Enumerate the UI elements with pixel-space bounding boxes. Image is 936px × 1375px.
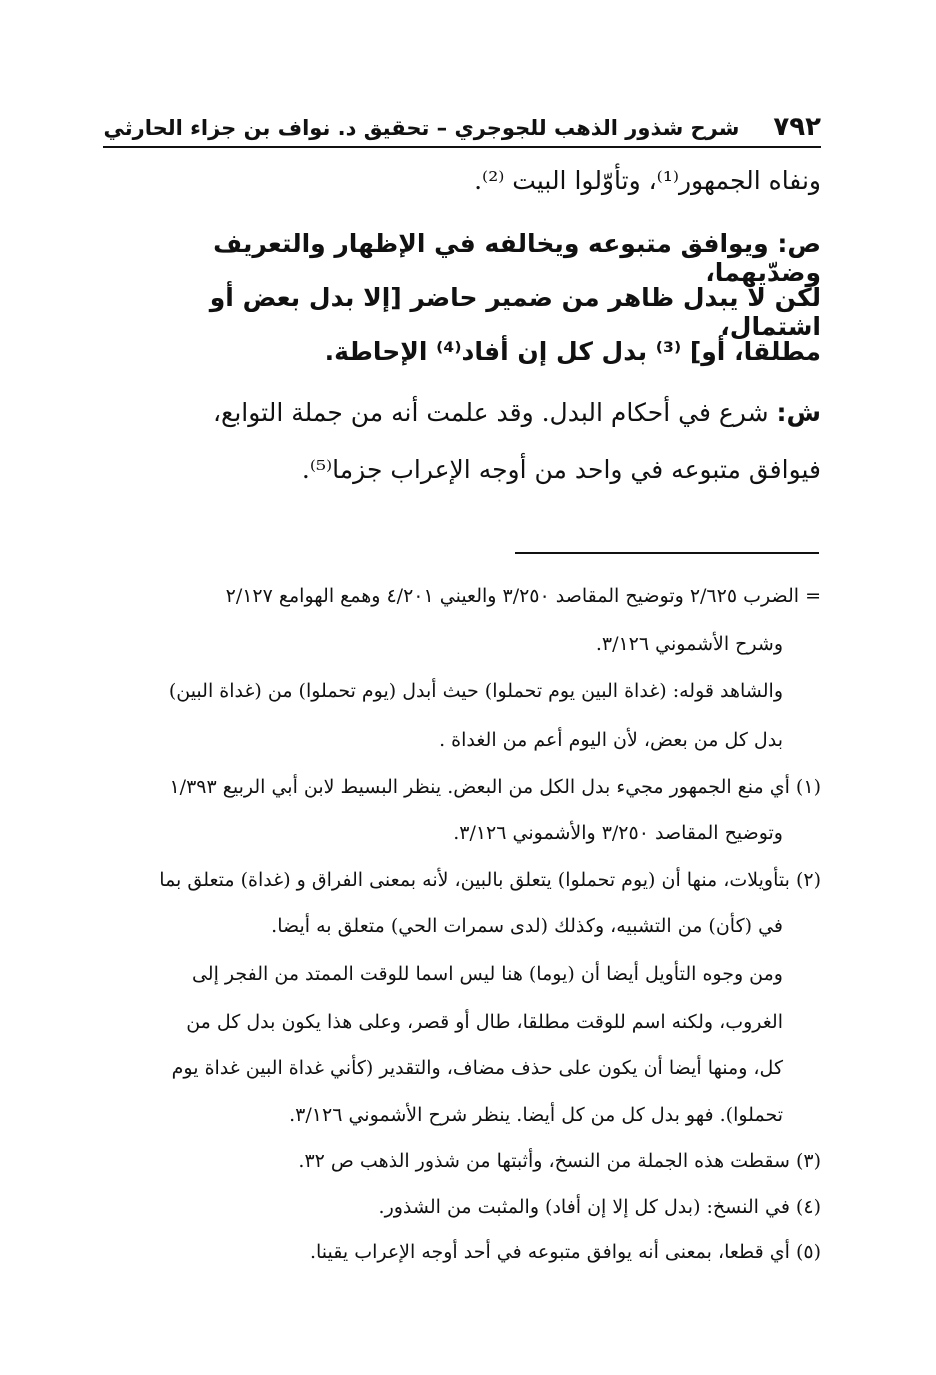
continuation-text-1: الضرب ٢/٦٢٥ وتوضيح المقاصد ٣/٢٥٠ والعيني ٤/٢٠١ وهمع الهوامع ٢/١٢٧: [225, 585, 800, 607]
footnote-3: (٣) سقطت هذه الجملة من النسخ، وأثبتها من شذور الذهب ص ٣٢.: [298, 1150, 821, 1172]
footnote-1-line-2: وتوضيح المقاصد ٣/٢٥٠ والأشموني ٣/١٢٦.: [453, 822, 783, 844]
footnote-shahid-line-2: بدل كل من بعض، لأن اليوم أعم من الغداة .: [439, 729, 783, 751]
footnote-continuation-line-2: وشرح الأشموني ٣/١٢٦.: [595, 633, 783, 655]
footnote-2-line-4: الغروب، ولكنه اسم للوقت مطلقا، طال أو قصر، وعلى هذا يكون بدل كل من: [186, 1011, 783, 1033]
running-header: [103, 106, 821, 148]
footnote-2-line-3: ومن وجوه التأويل أيضا أن (يوما) هنا ليس اسما للوقت الممتد من الفجر إلى: [191, 963, 783, 985]
matn-line-2: لكن لا يبدل ظاهر من ضمير حاضر [إلا بدل بعض أو اشتمال،: [209, 283, 821, 341]
matn-text-1: ويوافق متبوعه ويخالفه في الإظهار والتعريف وضدّيهما،: [213, 229, 821, 287]
sharh-text-1: شرع في أحكام البدل. وقد علمت أنه من جملة التوابع،: [212, 398, 769, 427]
footnote-2-line-2: في (كأن) من التشبيه، وكذلك (لدى سمرات الحي) متعلق به أيضا.: [271, 915, 783, 937]
footnote-continuation-line-1: [103, 585, 821, 607]
footnote-2-line-1: (٢) بتأويلات، منها أن (يوم تحملوا) يتعلق بالبين، لأنه بمعنى الفراق و (غداة) متعلق بما: [159, 869, 821, 891]
footnote-5: (٥) أي قطعا، بمعنى أنه يوافق متبوعه في أحد أوجه الإعراب يقينا.: [309, 1241, 821, 1263]
footnote-4: (٤) في النسخ: (بدل كل إلا إن أفاد) والمثبت من الشذور.: [378, 1196, 821, 1218]
matn-label: ص:: [777, 229, 821, 258]
sharh-line-1: [103, 398, 821, 427]
footnote-2-line-6: تحملوا). فهو بدل كل من كل أيضا. ينظر شرح الأشموني ٣/١٢٦.: [289, 1104, 783, 1126]
running-title: شرح شذور الذهب للجوجري – تحقيق د. نواف بن جزاء الحارثي: [103, 116, 740, 140]
matn-line-3: مطلقا، أو] ⁽³⁾ بدل كل إن أفاد⁽⁴⁾ الإحاطة.: [324, 337, 821, 366]
footnote-shahid-line-1: والشاهد قوله: (غداة البين يوم تحملوا) حيث أبدل (يوم تحملوا) من (غداة البين): [168, 680, 783, 702]
page-number: ٧٩٢: [773, 112, 821, 142]
body-line-1: ونفاه الجمهور⁽¹⁾، وتأوّلوا البيت ⁽²⁾.: [474, 166, 821, 195]
sharh-label: ش:: [776, 398, 821, 427]
matn-line-1: [103, 229, 821, 287]
continuation-marker: =: [805, 585, 821, 607]
footnote-1-line-1: (١) أي منع الجمهور مجيء بدل الكل من البعض. ينظر البسيط لابن أبي الربيع ١/٣٩٣: [169, 776, 821, 798]
sharh-line-2: فيوافق متبوعه في واحد من أوجه الإعراب جزما⁽⁵⁾.: [301, 455, 821, 484]
footnote-separator: [515, 552, 819, 554]
footnote-2-line-5: كل، ومنها أيضا أن يكون على حذف مضاف، والتقدير (كأني غداة البين غداة يوم: [171, 1057, 783, 1079]
